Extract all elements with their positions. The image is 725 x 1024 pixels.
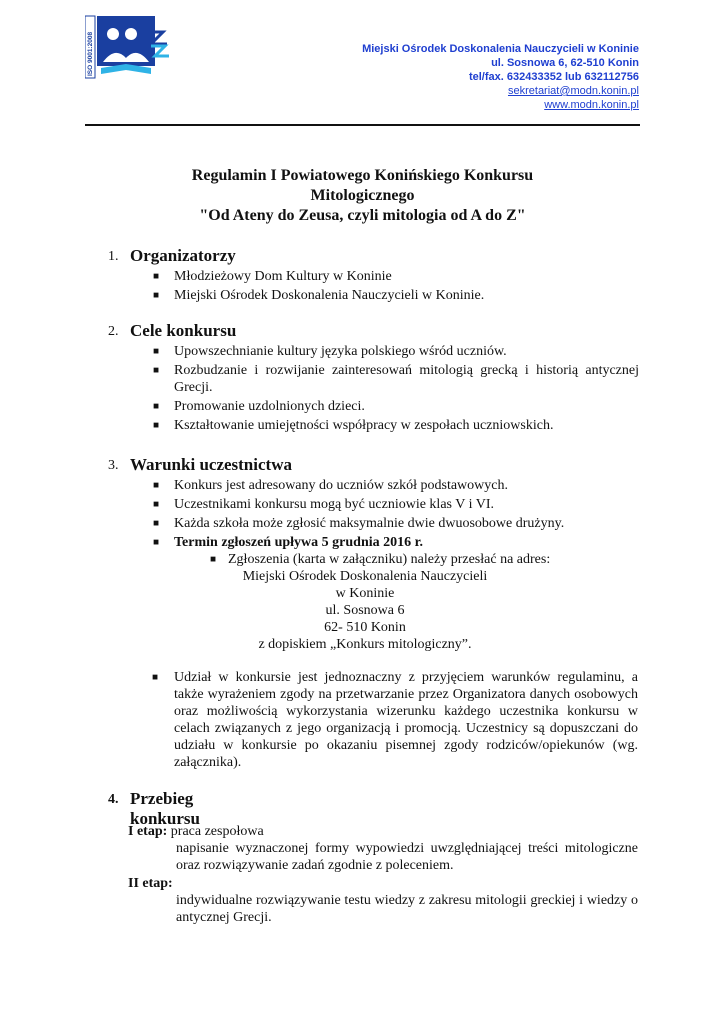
section-title: Przebieg konkursu (130, 789, 200, 828)
org-name: Miejski Ośrodek Doskonalenia Nauczycieli w Koninie (362, 43, 639, 55)
bullet-icon: ■ (153, 271, 160, 282)
section-number: 3. (108, 458, 119, 473)
website-link[interactable]: www.modn.konin.pl (544, 99, 639, 111)
list-item: ■ Każda szkoła może zgłosić maksymalnie dwie dwuosobowe drużyny. (153, 516, 565, 531)
list-item (108, 534, 639, 551)
submission-note: ■ Zgłoszenia (karta w załączniku) należy przesłać na adres: (210, 552, 551, 567)
document-title (85, 166, 640, 226)
section-number: 4. (108, 792, 119, 807)
title-line-2: Mitologicznego (310, 187, 415, 204)
list-item: ■ Rozbudzanie i rozwijanie zainteresowań mitologią grecką i historią antycznej Grecji. (153, 363, 639, 395)
section-number: 1. (108, 249, 119, 264)
section-title: Cele konkursu (130, 321, 237, 340)
email-link[interactable]: sekretariat@modn.konin.pl (507, 85, 639, 97)
org-address: ul. Sosnowa 6, 62-510 Konin (491, 57, 639, 69)
org-phone: tel/fax. 632433352 lub 632112756 (468, 71, 639, 83)
list-item: ■ Uczestnikami konkursu mogą być uczniowie klas V i VI. (153, 497, 494, 512)
institution-header (362, 42, 639, 112)
header-divider (85, 124, 640, 126)
list-item: ■ Upowszechnianie kultury języka polskiego wśród uczniów. (153, 344, 507, 359)
consent-paragraph: ■ Udział w konkursie jest jednoznaczny z przyjęciem warunków regulaminu, a także wyrażeniem zgody na przetwarzanie przez Organizatora danych osobowych oraz możliwością wykorzystania wizerunku każdego uczestnika konkursu w celach związanych z jego organizacją i promocją. Uczestnicy są dopuszczani do udziału w konkursie po okazaniu pisemnej zgody rodziców/opiekunów (wg. załącznika). (152, 670, 638, 770)
iso-label: ISO 9001:2008 (87, 31, 94, 76)
submission-address: Miejski Ośrodek Doskonalenia Nauczycieli w Koninie ul. Sosnowa 6 62- 510 Konin z dopiskiem „Konkurs mitologiczny”. (242, 569, 488, 652)
list-item: ■ Konkurs jest adresowany do uczniów szkół podstawowych. (153, 478, 508, 493)
list-item: ■ Miejski Ośrodek Doskonalenia Nauczycieli w Koninie. (153, 288, 485, 303)
bullet-icon: ■ (152, 672, 159, 683)
bullet-icon: ■ (153, 365, 160, 376)
stage-1-description: napisanie wyznaczonej formy wypowiedzi uwzględniającej treści mitologiczne oraz rozwiązywanie zadań zgodnie z poleceniem. (176, 841, 638, 873)
bullet-icon: ■ (153, 537, 160, 548)
list-item: ■ Młodzieżowy Dom Kultury w Koninie (153, 269, 392, 284)
modn-logo (85, 14, 180, 84)
bullet-icon: ■ (153, 346, 160, 357)
bullet-icon: ■ (153, 499, 160, 510)
stage-1-label: I etap: (128, 824, 168, 839)
section-number: 2. (108, 324, 119, 339)
bullet-icon: ■ (153, 290, 160, 301)
section-goals (108, 321, 639, 436)
bullet-icon: ■ (210, 554, 217, 565)
bullet-icon: ■ (153, 480, 160, 491)
title-line-1: Regulamin I Powiatowego Konińskiego Konkursu (191, 167, 534, 184)
section-organizers (108, 246, 639, 306)
section-conditions (108, 455, 639, 553)
stage-2-label: II etap: (128, 876, 173, 891)
stage-2-description: indywidualne rozwiązywanie testu wiedzy z zakresu mitologii greckiej i wiedzy o antycznej Grecji. (176, 893, 638, 925)
list-item: ■ Kształtowanie umiejętności współpracy w zespołach uczniowskich. (153, 418, 554, 433)
stage-1-head: praca zespołowa (170, 824, 264, 839)
bullet-icon: ■ (153, 518, 160, 529)
section-title: Organizatorzy (130, 246, 236, 265)
bullet-icon: ■ (153, 401, 160, 412)
title-line-3: "Od Ateny do Zeusa, czyli mitologia od A do Z" (199, 207, 526, 224)
list-item: ■ Promowanie uzdolnionych dzieci. (153, 399, 365, 414)
section-title: Warunki uczestnictwa (130, 455, 292, 474)
deadline-text: Termin zgłoszeń upływa 5 grudnia 2016 r. (174, 535, 424, 550)
stage-1 (128, 823, 264, 840)
bullet-icon: ■ (153, 420, 160, 431)
